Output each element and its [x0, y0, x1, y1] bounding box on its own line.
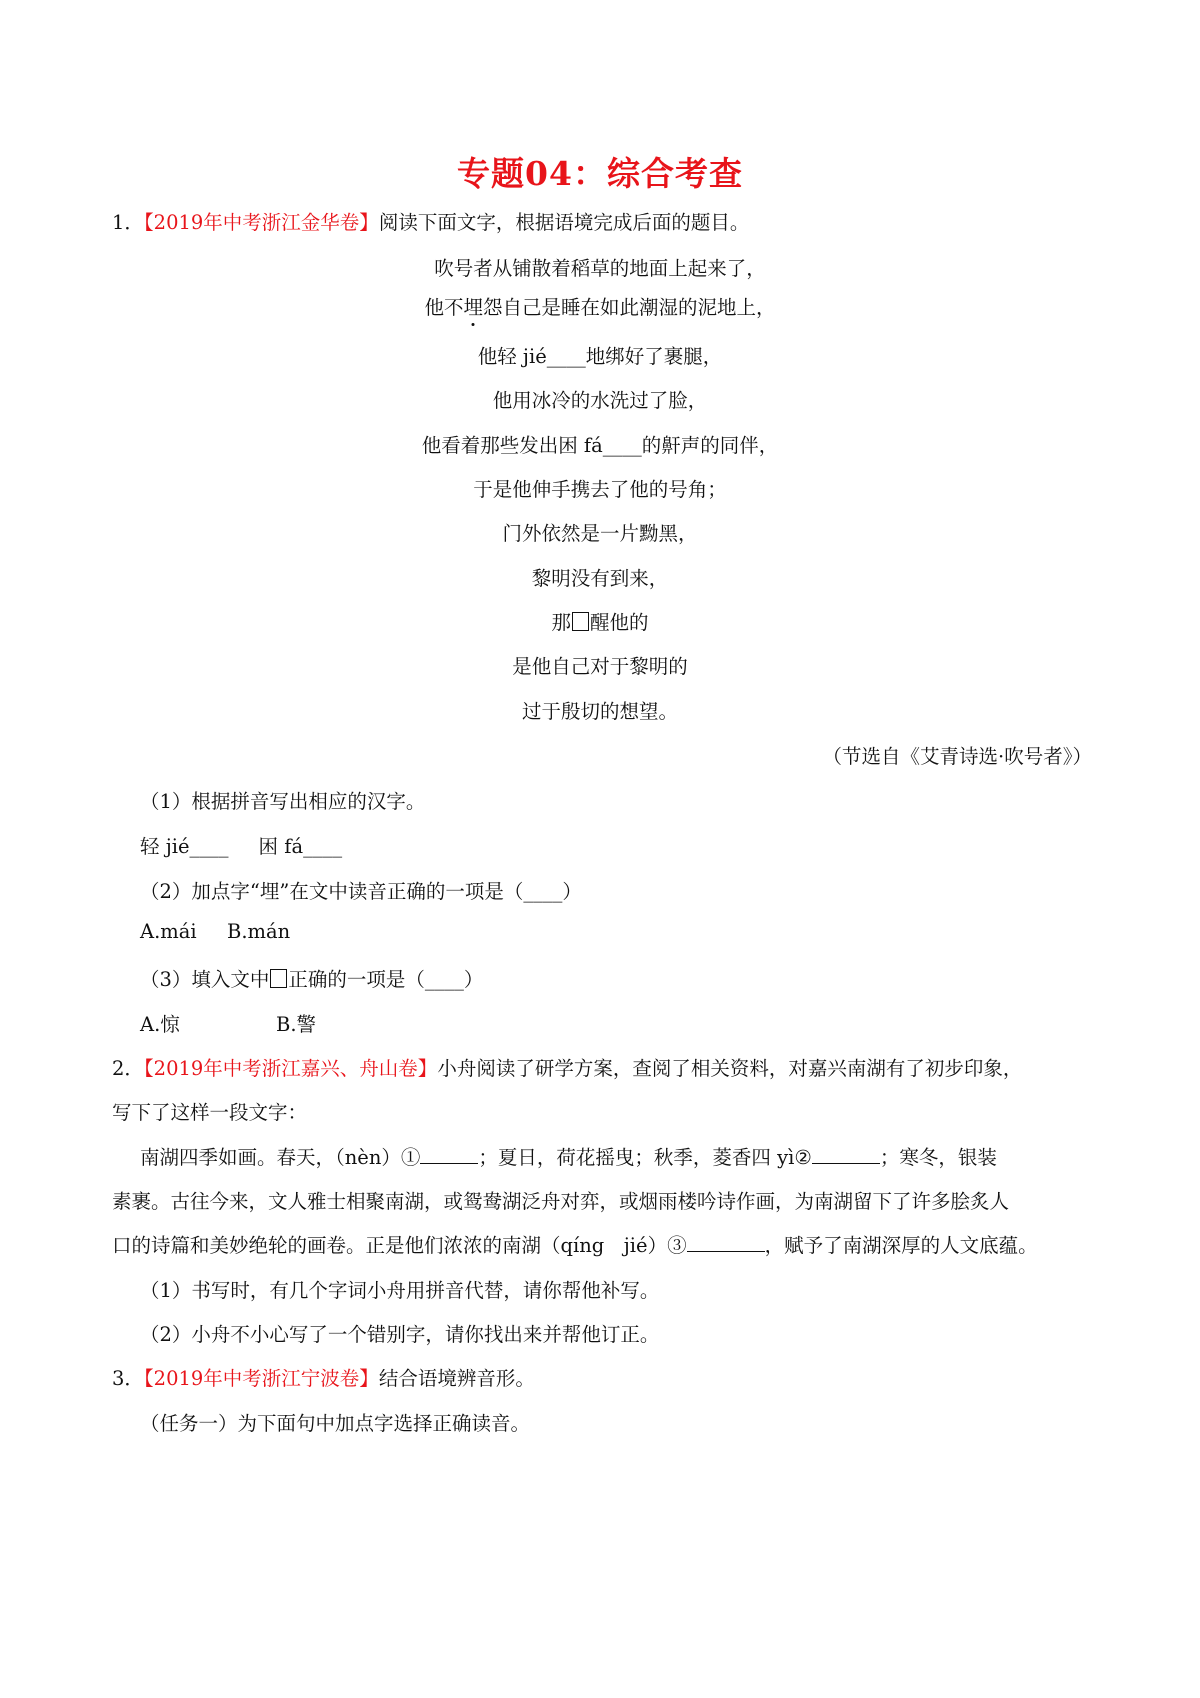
poem-line: 是他自己对于黎明的 [512, 655, 688, 678]
question-source: 【2019年中考浙江嘉兴、舟山卷】 [143, 1057, 438, 1080]
question-prompt: 小舟阅读了研学方案，查阅了相关资料，对嘉兴南湖有了初步印象， [437, 1057, 1023, 1080]
task-1: （任务一）为下面句中加点字选择正确读音。 [140, 1412, 531, 1435]
poem-line: 他不埋怨自己是睡在如此潮湿的泥地上， [424, 296, 776, 319]
blank-box [572, 612, 589, 631]
poem-line: 那 醒他的 [551, 611, 649, 634]
answer-line [140, 831, 342, 859]
question-number: 2． [112, 1057, 144, 1080]
subquestion-1: （1）书写时，有几个字词小舟用拼音代替，请你帮他补写。 [140, 1279, 660, 1302]
answer-blank-a: 轻 jié____ [140, 835, 229, 858]
paragraph-line: 素裹。古往今来，文人雅士相聚南湖，或鸳鸯湖泛舟对弈，或烟雨楼吟诗作画，为南湖留下了许多脍炙人 [112, 1190, 1010, 1213]
poem-line: 他轻 jié____地绑好了裹腿， [477, 345, 723, 368]
page-title: 专题04：综合考查 [457, 154, 743, 193]
poem-line: 吹号者从铺散着稻草的地面上起来了， [434, 257, 766, 280]
option-a: A.mái [140, 920, 197, 943]
poem-attribution: （节选自《艾青诗选·吹号者》） [822, 745, 1092, 768]
poem-line: 黎明没有到来， [531, 567, 669, 590]
answer-blank [420, 1144, 478, 1165]
poem-line: 他用冰冷的水洗过了脸， [492, 389, 708, 412]
poem-line: 过于殷切的想望。 [521, 700, 678, 723]
question-prompt: 阅读下面文字，根据语境完成后面的题目。 [378, 211, 750, 234]
answer-blank [687, 1232, 765, 1253]
paragraph-line: 南湖四季如画。春天，（nèn）① ；夏日，荷花摇曳；秋季，菱香四 yì② ；寒冬，银装 [140, 1142, 997, 1170]
subquestion-2: （2）加点字“埋”在文中读音正确的一项是（____） [140, 880, 582, 903]
option-a: A.惊 [140, 1013, 180, 1036]
poem-line: 门外依然是一片黝黑， [502, 522, 698, 545]
question-prompt: 结合语境辨音形。 [378, 1367, 535, 1390]
paragraph-line: 口的诗篇和美妙绝轮的画卷。正是他们浓浓的南湖（qíng jié）③ ，赋予了南湖深厚的人文底蕴。 [112, 1230, 1038, 1258]
question-2-header [112, 1053, 1022, 1081]
question-source: 【2019年中考浙江宁波卷】 [143, 1367, 379, 1390]
answer-blank-b: 困 fá____ [258, 835, 343, 858]
answer-blank [812, 1144, 880, 1165]
question-3-header [112, 1363, 535, 1391]
option-b: B.警 [276, 1013, 317, 1036]
question-source: 【2019年中考浙江金华卷】 [143, 211, 379, 234]
subquestion-3: （3）填入文中 正确的一项是（____） [140, 968, 484, 991]
question-number: 3． [112, 1367, 144, 1390]
poem-line: 于是他伸手携去了他的号角； [473, 478, 727, 501]
subquestion-2: （2）小舟不小心写了一个错别字，请你找出来并帮他订正。 [140, 1323, 660, 1346]
option-b: B.mán [227, 920, 291, 943]
question-prompt-cont: 写下了这样一段文字： [112, 1101, 308, 1124]
poem-line: 他看着那些发出困 fá____的鼾声的同伴， [421, 434, 779, 457]
dotted-char: 埋 [463, 296, 483, 319]
question-1-header [112, 207, 749, 235]
question-number: 1． [112, 211, 144, 234]
blank-box [270, 969, 287, 988]
subquestion-1: （1）根据拼音写出相应的汉字。 [140, 790, 426, 813]
